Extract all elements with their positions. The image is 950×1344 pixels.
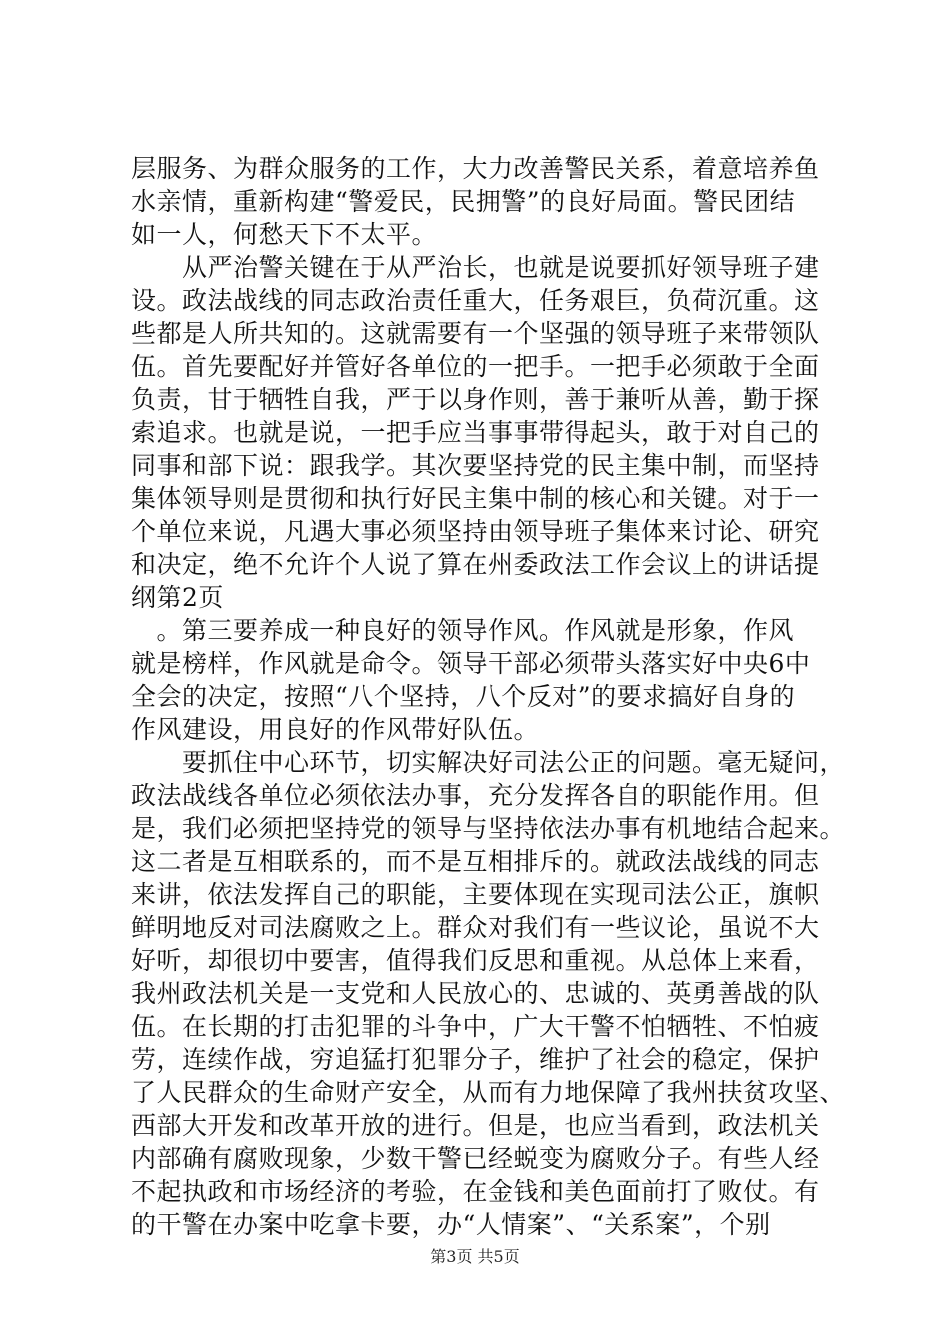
text-line: 了人民群众的生命财产安全，从而有力地保障了我州扶贫攻坚、	[131, 1078, 846, 1107]
text-line: 是，我们必须把坚持党的领导与坚持依法办事有机地结合起来。	[131, 814, 846, 843]
text-line: 好听，却很切中要害，值得我们反思和重视。从总体上来看，	[131, 946, 820, 975]
text-line: 内部确有腐败现象，少数干警已经蜕变为腐败分子。有些人经	[131, 1144, 820, 1173]
text-line: 全会的决定，按照“八个坚持，八个反对”的要求搞好自身的	[131, 682, 796, 711]
text-line: 就是榜样，作风就是命令。领导干部必须带头落实好中央6中	[131, 649, 811, 678]
text-line: 政法战线各单位必须依法办事，充分发挥各自的职能作用。但	[131, 781, 820, 810]
text-line: 西部大开发和改革开放的进行。但是，也应当看到，政法机关	[131, 1111, 820, 1140]
text-line: 如一人，何愁天下不太平。	[131, 220, 438, 249]
text-line: 层服务、为群众服务的工作，大力改善警民关系，着意培养鱼	[131, 154, 820, 183]
text-line: 要抓住中心环节，切实解决好司法公正的问题。毫无疑问，	[131, 748, 846, 777]
text-line: 同事和部下说：跟我学。其次要坚持党的民主集中制，而坚持	[131, 451, 820, 480]
text-line: 设。政法战线的同志政治责任重大，任务艰巨，负荷沉重。这	[131, 286, 820, 315]
text-line: 个单位来说，凡遇大事必须坚持由领导班子集体来讨论、研究	[131, 517, 820, 546]
text-line: 伍。首先要配好并管好各单位的一把手。一把手必须敢于全面	[131, 352, 820, 381]
text-line: 来讲，依法发挥自己的职能，主要体现在实现司法公正，旗帜	[131, 880, 820, 909]
text-line: 纲第2页	[131, 583, 224, 612]
text-line: 负责，甘于牺牲自我，严于以身作则，善于兼听从善，勤于探	[131, 385, 820, 414]
text-line: 集体领导则是贯彻和执行好民主集中制的核心和关键。对于一	[131, 484, 820, 513]
body-text	[131, 152, 846, 1241]
text-line: 作风建设，用良好的作风带好队伍。	[131, 715, 540, 744]
text-line: 这二者是互相联系的，而不是互相排斥的。就政法战线的同志	[131, 847, 820, 876]
text-line: 些都是人所共知的。这就需要有一个坚强的领导班子来带领队	[131, 319, 820, 348]
page-footer	[0, 1244, 950, 1267]
text-line: 水亲情，重新构建“警爱民，民拥警”的良好局面。警民团结	[131, 187, 796, 216]
text-line: 劳，连续作战，穷追猛打犯罪分子，维护了社会的稳定，保护	[131, 1045, 820, 1074]
text-line: 的干警在办案中吃拿卡要，办“人情案”、“关系案”，个别	[131, 1210, 771, 1239]
text-line: 索追求。也就是说，一把手应当事事带得起头，敢于对自己的	[131, 418, 820, 447]
text-line: 和决定，绝不允许个人说了算在州委政法工作会议上的讲话提	[131, 550, 820, 579]
text-line: 不起执政和市场经济的考验，在金钱和美色面前打了败仗。有	[131, 1177, 820, 1206]
text-line: 。第三要养成一种良好的领导作风。作风就是形象，作风	[131, 616, 795, 645]
page-number-label: 第3页 共5页	[430, 1247, 520, 1266]
text-line: 从严治警关键在于从严治长，也就是说要抓好领导班子建	[131, 253, 820, 282]
text-line: 伍。在长期的打击犯罪的斗争中，广大干警不怕牺牲、不怕疲	[131, 1012, 820, 1041]
text-line: 我州政法机关是一支党和人民放心的、忠诚的、英勇善战的队	[131, 979, 820, 1008]
text-line: 鲜明地反对司法腐败之上。群众对我们有一些议论，虽说不大	[131, 913, 820, 942]
